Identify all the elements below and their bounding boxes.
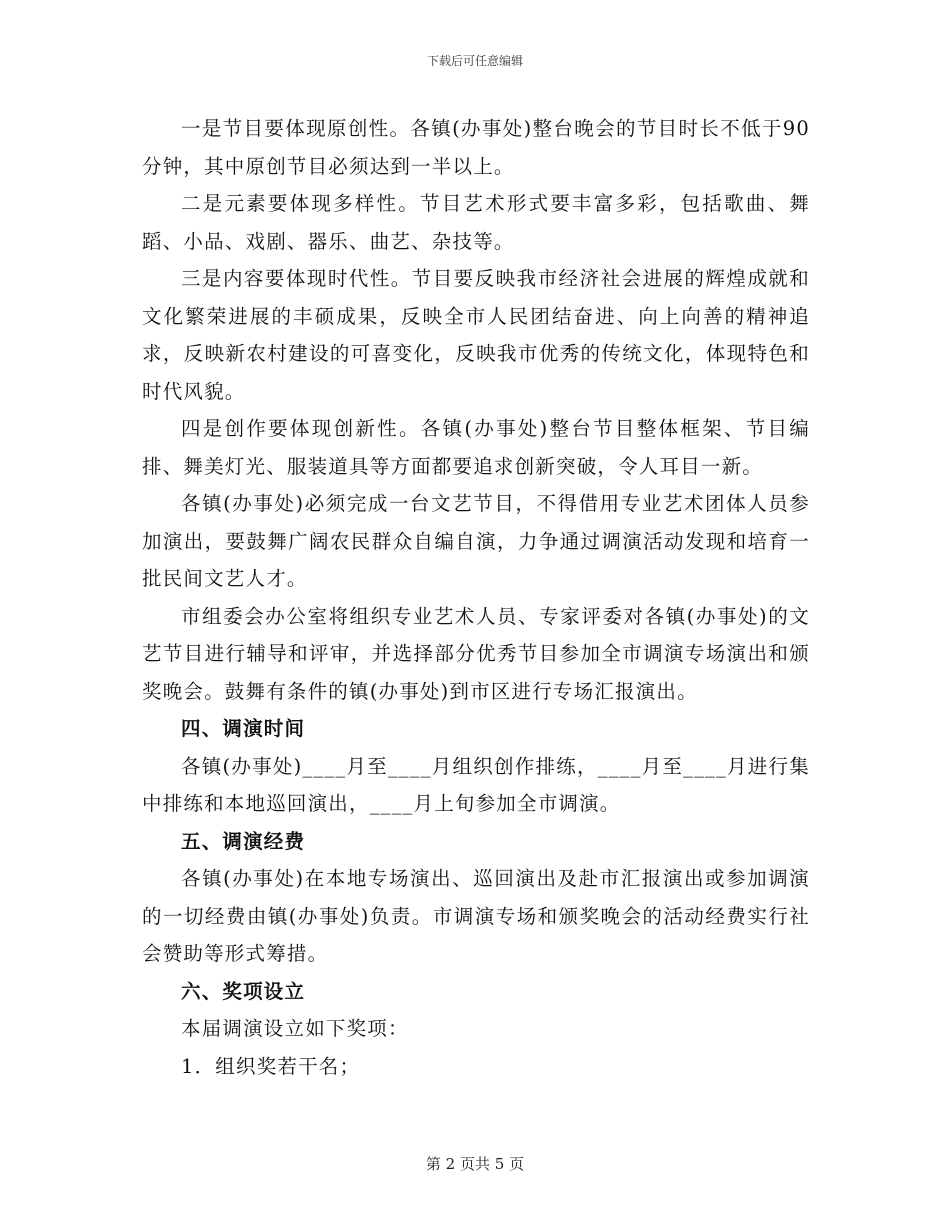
paragraph: 三是内容要体现时代性。节目要反映我市经济社会进展的辉煌成就和文化繁荣进展的丰硕成果，反映全市人民团结奋进、向上向善的精神追求，反映新农村建设的可喜变化，反映我市优秀的传统文化，体现特色和时代风貌。 [142, 267, 810, 403]
paragraph: 一是节目要体现原创性。各镇(办事处)整台晚会的节目时长不低于90分钟，其中原创节目必须达到一半以上。 [142, 117, 810, 178]
paragraph: 各镇(办事处)____月至____月组织创作排练，____月至____月进行集中排练和本地巡回演出，____月上旬参加全市调演。 [142, 754, 810, 815]
section-heading: 六、奖项设立 [181, 979, 306, 1003]
document-body [142, 110, 810, 1085]
paragraph: 四是创作要体现创新性。各镇(办事处)整台节目整体框架、节目编排、舞美灯光、服装道具等方面都要追求创新突破，令人耳目一新。 [142, 417, 810, 478]
paragraph: 各镇(办事处)在本地专场演出、巡回演出及赴市汇报演出或参加调演的一切经费由镇(办事处)负责。市调演专场和颁奖晚会的活动经费实行社会赞助等形式筹措。 [142, 867, 810, 965]
list-item: 1．组织奖若干名； [181, 1054, 361, 1078]
page-footer: 第 2 页共 5 页 [425, 1155, 525, 1173]
section-heading: 五、调演经费 [181, 829, 306, 853]
paragraph: 市组委会办公室将组织专业艺术人员、专家评委对各镇(办事处)的文艺节目进行辅导和评审，并选择部分优秀节目参加全市调演专场演出和颁奖晚会。鼓舞有条件的镇(办事处)到市区进行专场汇报演出。 [142, 604, 810, 703]
page-header: 下载后可任意编辑 [426, 54, 523, 68]
section-heading: 四、调演时间 [181, 717, 306, 740]
paragraph: 二是元素要体现多样性。节目艺术形式要丰富多彩，包括歌曲、舞蹈、小品、戏剧、器乐、曲艺、杂技等。 [142, 192, 810, 253]
paragraph: 本届调演设立如下奖项： [181, 1017, 409, 1040]
paragraph: 各镇(办事处)必须完成一台文艺节目，不得借用专业艺术团体人员参加演出，要鼓舞广阔农民群众自编自演，力争通过调演活动发现和培育一批民间文艺人才。 [142, 492, 810, 590]
